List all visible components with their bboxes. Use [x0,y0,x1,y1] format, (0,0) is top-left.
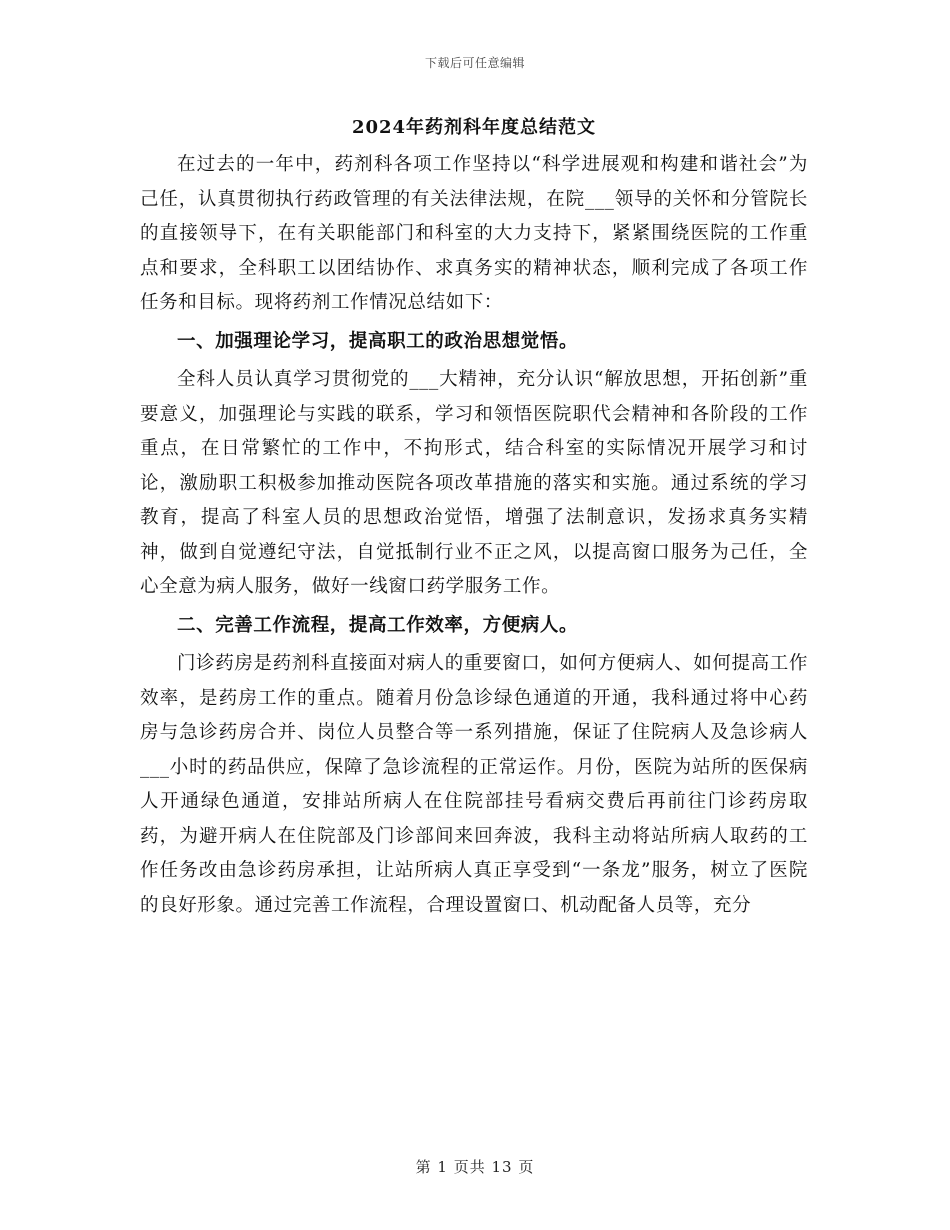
page-header-note: 下载后可任意编辑 [424,56,525,70]
section-1-heading: 一、加强理论学习，提高职工的政治思想觉悟。 [177,330,579,352]
section-2-heading: 二、完善工作流程，提高工作效率，方便病人。 [177,614,579,636]
document-title: 2024年药剂科年度总结范文 [351,117,597,138]
page-number: 第 1 页共 13 页 [415,1158,535,1176]
document-body [140,116,808,923]
section-2-paragraph: 门诊药房是药剂科直接面对病人的重要窗口，如何方便病人、如何提高工作效率，是药房工作的重点。随着月份急诊绿色通道的开通，我科通过将中心药房与急诊药房合并、岗位人员整合等一系列措施，保证了住院病人及急诊病人___小时的药品供应，保障了急诊流程的正常运作。月份，医院为站所的医保病人开通绿色通道，安排站所病人在住院部挂号看病交费后再前往门诊药房取药，为避开病人在住院部及门诊部间来回奔波，我科主动将站所病人取药的工作任务改由急诊药房承担，让站所病人真正享受到“一条龙”服务，树立了医院的良好形象。通过完善工作流程，合理设置窗口、机动配备人员等，充分 [140,653,808,916]
intro-paragraph: 在过去的一年中，药剂科各项工作坚持以“科学进展观和构建和谐社会”为己任，认真贯彻执行药政管理的有关法律法规，在院___领导的关怀和分管院长的直接领导下，在有关职能部门和科室的大力支持下，紧紧围绕医院的工作重点和要求，全科职工以团结协作、求真务实的精神状态，顺利完成了各项工作任务和目标。现将药剂工作情况总结如下： [140,154,808,313]
section-1-paragraph: 全科人员认真学习贯彻党的___大精神，充分认识“解放思想，开拓创新”重要意义，加强理论与实践的联系，学习和领悟医院职代会精神和各阶段的工作重点，在日常繁忙的工作中，不拘形式，结合科室的实际情况开展学习和讨论，激励职工积极参加推动医院各项改革措施的落实和实施。通过系统的学习教育，提高了科室人员的思想政治觉悟，增强了法制意识，发扬求真务实精神，做到自觉遵纪守法，自觉抵制行业不正之风，以提高窗口服务为己任，全心全意为病人服务，做好一线窗口药学服务工作。 [140,369,808,597]
